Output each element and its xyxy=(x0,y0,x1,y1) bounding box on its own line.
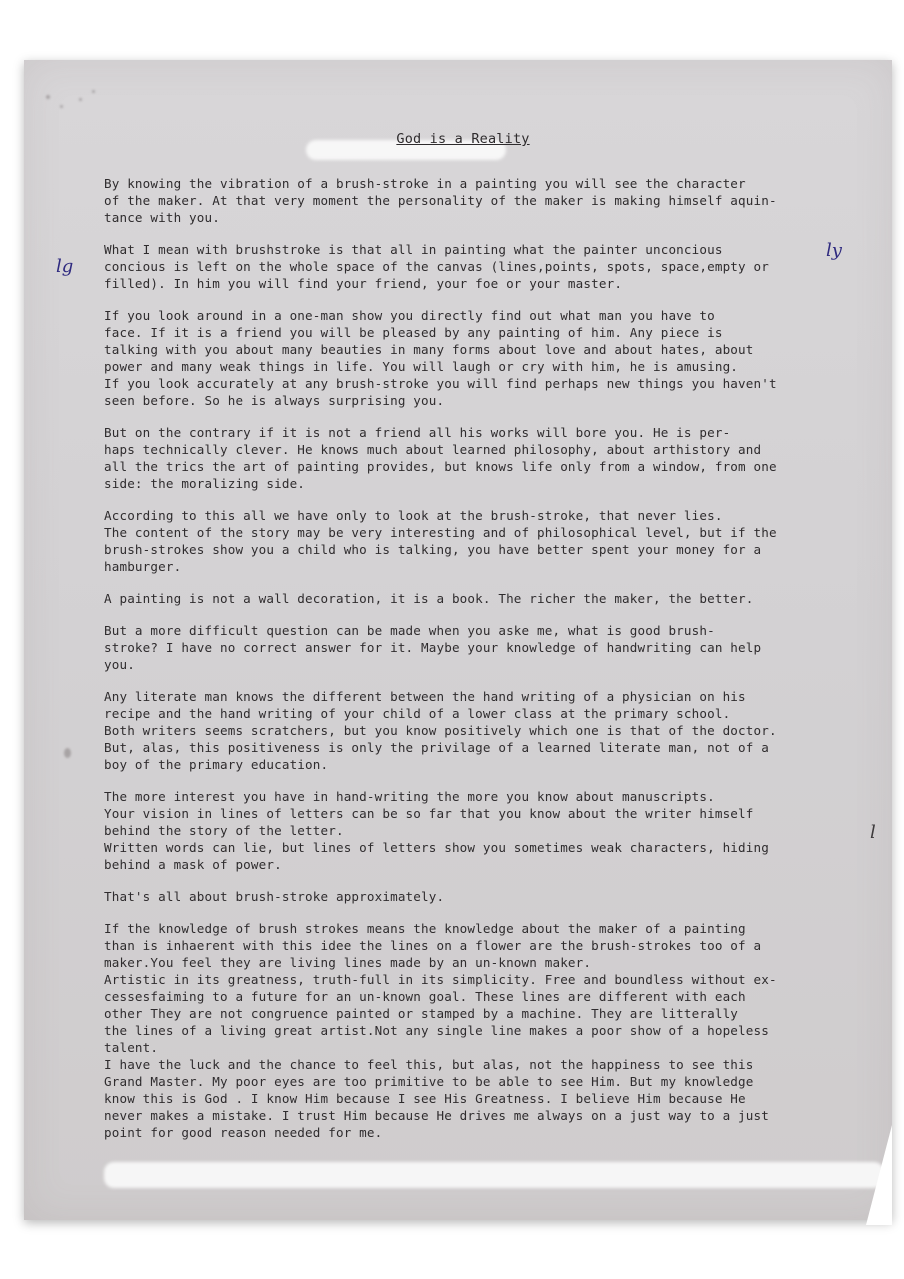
paper-sheet xyxy=(24,60,892,1220)
paragraph: Any literate man knows the different between the hand writing of a physician on his recipe and the hand writing of your child of a lower class at the primary school. Both writers seems scratchers, but you know positively which one is that of the doctor. But, alas, this positiveness is only the privilage of a learned literate man, not of a boy of the primary education. xyxy=(104,689,777,772)
paragraph: But on the contrary if it is not a friend all his works will bore you. He is per- haps technically clever. He knows much about learned philosophy, about arthistory and all the trics the art of painting provides, but knows life only from a window, from one side: the moralizing side. xyxy=(104,425,777,491)
paragraph: What I mean with brushstroke is that all in painting what the painter unconcious concious is left on the whole space of the canvas (lines,points, spots, space,empty or filled). In him you will find your friend, your foe or your master. xyxy=(104,242,769,291)
paragraph: By knowing the vibration of a brush-stroke in a painting you will see the character of the maker. At that very moment the personality of the maker is making himself aquin- tance with you. xyxy=(104,176,777,225)
stain-mark xyxy=(92,90,95,93)
stain-mark xyxy=(64,748,71,758)
document-body xyxy=(104,175,874,1156)
paragraph: If the knowledge of brush strokes means the knowledge about the maker of a painting than is inhaerent with this idee the lines on a flower are the brush-strokes too of a maker.You feel they are living lines made by an un-known maker. Artistic in its greatness, truth-full in its simplicity. Free and boundless without ex- cessesfaiming to a future for an un-known goal. These lines are different with each other They are not congruence painted or stamped by a machine. They are litterally the lines of a living great artist.Not any single line makes a poor show of a hopeless talent. I have the luck and the chance to feel this, but alas, not the happiness to see this Grand Master. My poor eyes are too primitive to be able to see Him. But my knowledge know this is God . I know Him because I see His Greatness. I believe Him because He never makes a mistake. I trust Him because He drives me always on a just way to a just point for good reason needed for me. xyxy=(104,921,777,1140)
whiteout-bottom xyxy=(104,1162,884,1188)
paragraph: A painting is not a wall decoration, it is a book. The richer the maker, the better. xyxy=(104,591,754,606)
stain-mark xyxy=(60,105,63,108)
margin-note-right: ly xyxy=(826,240,842,261)
document-title: God is a Reality xyxy=(396,131,530,147)
paragraph: But a more difficult question can be made when you aske me, what is good brush- stroke? I have no correct answer for it. Maybe your knowledge of handwriting can help you. xyxy=(104,623,762,672)
margin-note-left: lg xyxy=(56,256,74,277)
paragraph: The more interest you have in hand-writing the more you know about manuscripts. Your vision in lines of letters can be so far that you know about the writer himself behind the story of the letter. Written words can lie, but lines of letters show you sometimes weak characters, hiding behind a mask of power. xyxy=(104,789,769,872)
margin-note-right: l xyxy=(870,822,876,843)
paragraph: According to this all we have only to look at the brush-stroke, that never lies. The content of the story may be very interesting and of philosophical level, but if the brush-strokes show you a child who is talking, you have better spent your money for a hamburger. xyxy=(104,508,777,574)
stain-mark xyxy=(79,98,82,101)
paragraph: If you look around in a one-man show you directly find out what man you have to face. If it is a friend you will be pleased by any painting of him. Any piece is talking with you about many beauties in many forms about love and about hates, about power and many weak things in life. You will laugh or cry with him, he is amusing. If you look accurately at any brush-stroke you will find perhaps new things you haven't seen before. So he is always surprising you. xyxy=(104,308,777,408)
stain-mark xyxy=(46,95,50,99)
paragraph: That's all about brush-stroke approximately. xyxy=(104,889,445,904)
document-title-wrap xyxy=(24,130,892,148)
